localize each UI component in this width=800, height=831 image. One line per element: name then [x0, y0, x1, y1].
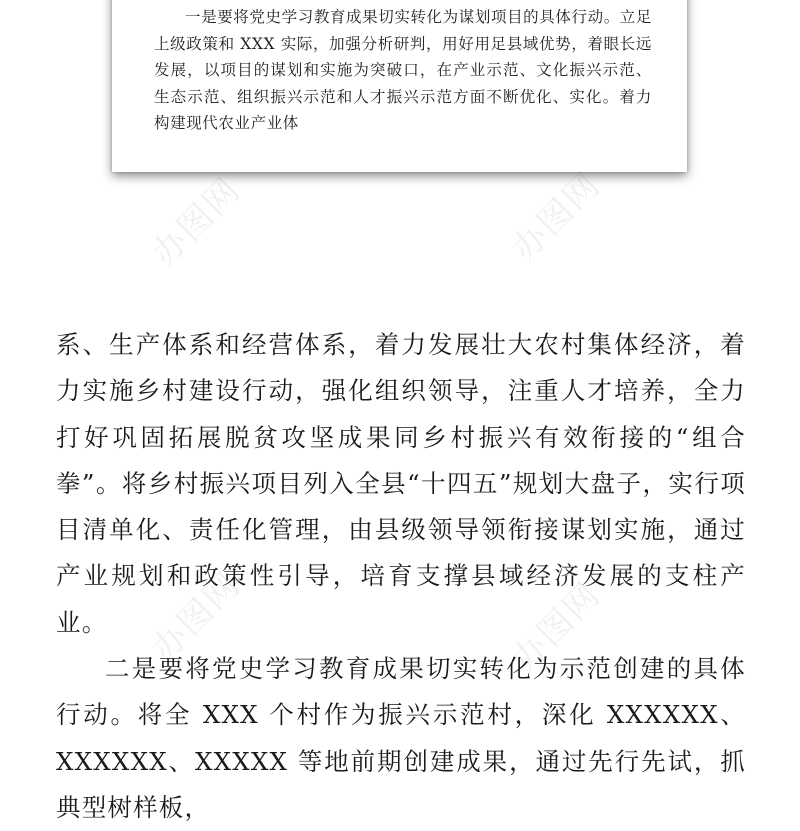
watermark: 办图网 [144, 564, 249, 670]
watermark: 办图网 [504, 574, 609, 680]
body-paragraph-continued: 系、生产体系和经营体系，着力发展壮大农村集体经济，着力实施乡村建设行动，强化组织领导，注重人才培养，全力打好巩固拓展脱贫攻坚成果同乡村振兴有效衔接的“组合拳”。将乡村振兴项目列入全县“十四五”规划大盘子，实行项目清单化、责任化管理，由县级领导领衔接谋划实施，通过产业规划和政策性引导，培育支撑县域经济发展的支柱产业。 [56, 330, 746, 637]
card-paragraph: 一是要将党史学习教育成果切实转化为谋划项目的具体行动。立足上级政策和 XXX 实际，加强分析研判，用好用足县域优势，着眼长远发展，以项目的谋划和实施为突破口，在产业示范、文化振兴示范、生态示范、组织振兴示范和人才振兴示范方面不断优化、实化。着力构建现代农业产业体 [154, 8, 652, 132]
body-paragraph-second: 二是要将党史学习教育成果切实转化为示范创建的具体行动。将全 XXX 个村作为振兴示范村，深化 XXXXXX、XXXXXX、XXXXX 等地前期创建成果，通过先行先试，抓典型树样板， [56, 654, 746, 822]
watermark: 办图网 [144, 169, 249, 275]
document-body [56, 322, 746, 831]
document-page-snippet [112, 0, 687, 172]
watermark: 办图网 [504, 164, 609, 270]
